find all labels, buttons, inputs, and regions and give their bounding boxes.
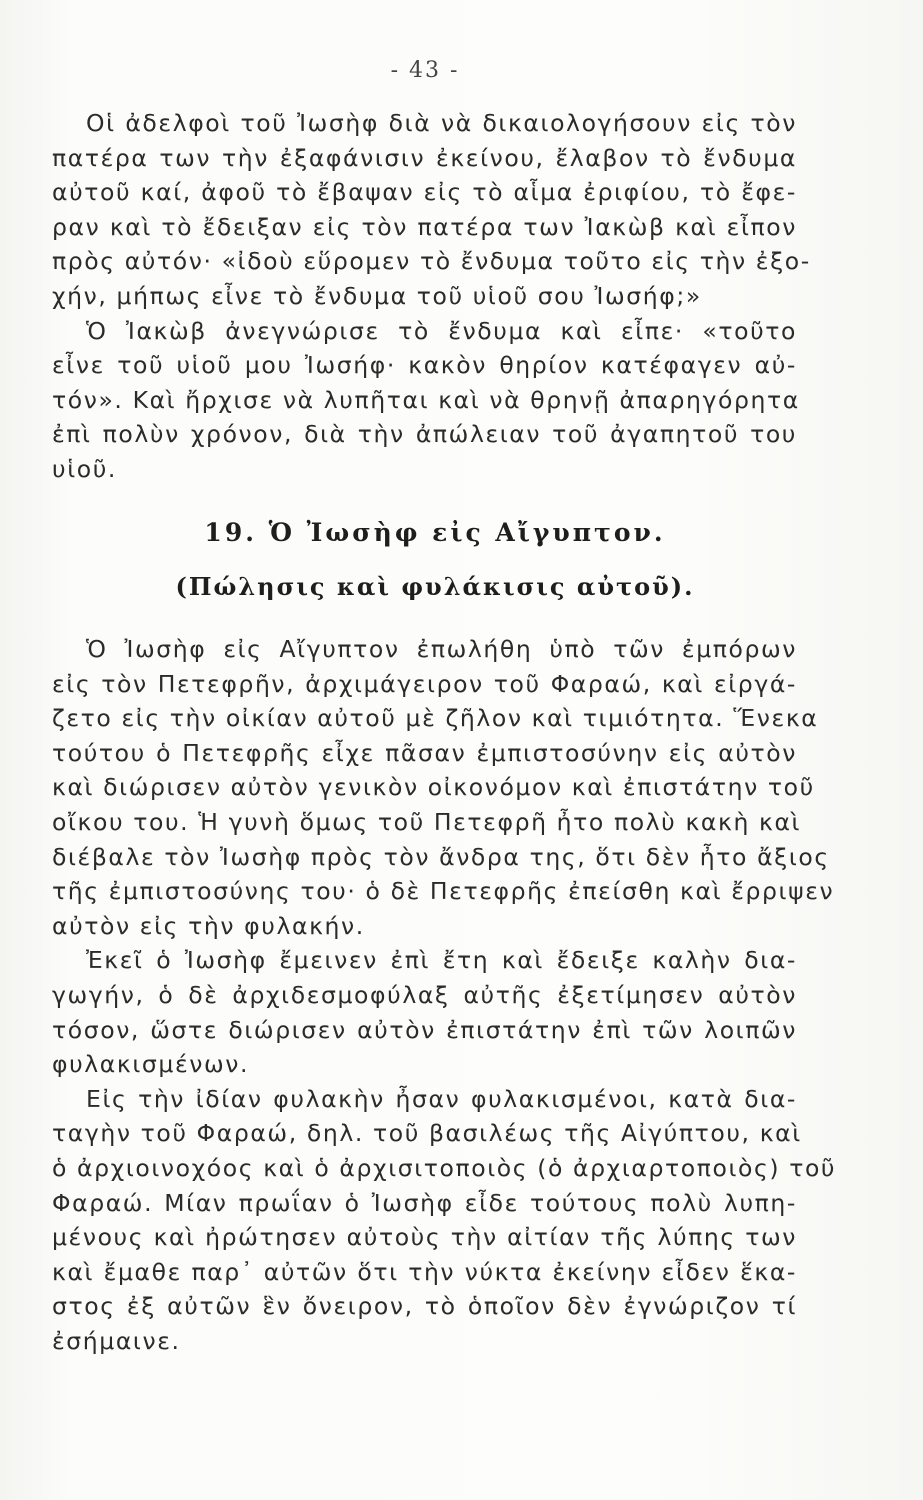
text-line: ταγὴν τοῦ Φαραώ, δηλ. τοῦ βασιλέως τῆς Αἰγύπτου, καὶ — [52, 1119, 802, 1148]
section-subtitle: (Πώλησις καὶ φυλάκισις αὐτοῦ). — [175, 572, 695, 601]
text-line: Οἱ ἀδελφοὶ τοῦ Ἰωσὴφ διὰ νὰ δικαιολογήσουν εἰς τὸν — [86, 109, 797, 137]
text-line: Εἰς τὴν ἰδίαν φυλακὴν ἦσαν φυλακισμένοι, κατὰ δια- — [86, 1084, 797, 1113]
text-line: εἰς τὸν Πετεφρῆν, ἀρχιμάγειρον τοῦ Φαραώ, καὶ εἰργά- — [52, 669, 797, 698]
text-line: ζετο εἰς τὴν οἰκίαν αὐτοῦ μὲ ζῆλον καὶ τιμιότητα. Ἕνεκα — [52, 704, 819, 733]
text-line: οἴκου του. Ἡ γυνὴ ὅμως τοῦ Πετεφρῆ ἦτο πολὺ κακὴ καὶ — [52, 807, 802, 836]
text-line: διέβαλε τὸν Ἰωσὴφ πρὸς τὸν ἄνδρα της, ὅτι δὲν ἦτο ἄξιος — [52, 842, 830, 871]
text-line: Φαραώ. Μίαν πρωΐαν ὁ Ἰωσὴφ εἶδε τούτους πολὺ λυπη- — [52, 1188, 797, 1217]
text-line: τόσον, ὥστε διώρισεν αὐτὸν ἐπιστάτην ἐπὶ τῶν λοιπῶν — [52, 1015, 797, 1044]
text-line: εἶνε τοῦ υἱοῦ μου Ἰωσήφ· κακὸν θηρίον κατέφαγεν αὐ- — [52, 351, 797, 380]
text-line: μένους καὶ ἠρώτησεν αὐτοὺς τὴν αἰτίαν τῆς λύπης των — [52, 1223, 797, 1252]
text-line: φυλακισμένων. — [52, 1050, 250, 1079]
text-line: καὶ ἔμαθε παρ᾽ αὐτῶν ὅτι τὴν νύκτα ἐκείνην εἶδεν ἕκα- — [52, 1257, 797, 1286]
text-line: πρὸς αὐτόν· «ἰδοὺ εὕρομεν τὸ ἔνδυμα τοῦτο εἰς τὴν ἐξο- — [52, 247, 811, 276]
text-block-top — [52, 106, 811, 487]
text-block-bottom — [52, 632, 837, 1358]
paragraph-4 — [52, 943, 797, 1081]
paragraph-5 — [52, 1082, 837, 1359]
text-line: πατέρα των τὴν ἐξαφάνισιν ἐκείνου, ἔλαβον τὸ ἔνδυμα — [52, 143, 797, 172]
text-line: αὐτοῦ καί, ἀφοῦ τὸ ἔβαψαν εἰς τὸ αἷμα ἐριφίου, τὸ ἔφε- — [52, 178, 797, 207]
text-line: ἐπὶ πολὺν χρόνον, διὰ τὴν ἀπώλειαν τοῦ ἀγαπητοῦ του — [52, 420, 797, 449]
text-line: υἱοῦ. — [52, 454, 117, 483]
text-line: ὁ ἀρχιοινοχόος καὶ ὁ ἀρχισιτοποιὸς (ὁ ἀρχιαρτοποιὸς) τοῦ — [52, 1153, 837, 1182]
paragraph-1 — [52, 106, 811, 314]
text-line: Ὁ Ἰωσὴφ εἰς Αἴγυπτον ἐπωλήθη ὑπὸ τῶν ἐμπόρων — [86, 635, 797, 663]
section-title: 19. Ὁ Ἰωσὴφ εἰς Αἴγυπτον. — [204, 518, 666, 547]
text-line: ραν καὶ τὸ ἔδειξαν εἰς τὸν πατέρα των Ἰακὼβ καὶ εἶπον — [52, 212, 797, 241]
text-line: ἐσήμαινε. — [52, 1326, 181, 1355]
text-line: καὶ διώρισεν αὐτὸν γενικὸν οἰκονόμον καὶ ἐπιστάτην τοῦ — [52, 773, 815, 802]
paragraph-2 — [52, 314, 800, 487]
text-line: αὐτὸν εἰς τὴν φυλακήν. — [52, 911, 365, 940]
text-line: χήν, μήπως εἶνε τὸ ἔνδυμα τοῦ υἱοῦ σου Ἰωσήφ;» — [52, 281, 702, 310]
page-number: - 43 - — [390, 58, 460, 83]
paragraph-3 — [52, 632, 835, 943]
text-line: Ἐκεῖ ὁ Ἰωσὴφ ἔμεινεν ἐπὶ ἔτη καὶ ἔδειξε καλὴν δια- — [86, 946, 797, 975]
text-line: στος ἐξ αὐτῶν ἓν ὄνειρον, τὸ ὁποῖον δὲν ἐγνώριζον τί — [52, 1292, 797, 1321]
text-line: Ὁ Ἰακὼβ ἀνεγνώρισε τὸ ἔνδυμα καὶ εἶπε· «τοῦτο — [86, 316, 797, 345]
text-line: τόν». Καὶ ἤρχισε νὰ λυπῆται καὶ νὰ θρηνῇ ἀπαρηγόρητα — [52, 385, 800, 414]
text-line: τούτου ὁ Πετεφρῆς εἶχε πᾶσαν ἐμπιστοσύνην εἰς αὐτὸν — [52, 738, 797, 767]
text-line: τῆς ἐμπιστοσύνης του· ὁ δὲ Πετεφρῆς ἐπείσθη καὶ ἔρριψεν — [52, 877, 835, 906]
text-line: γωγήν, ὁ δὲ ἀρχιδεσμοφύλαξ αὐτῆς ἐξετίμησεν αὐτὸν — [52, 980, 797, 1009]
